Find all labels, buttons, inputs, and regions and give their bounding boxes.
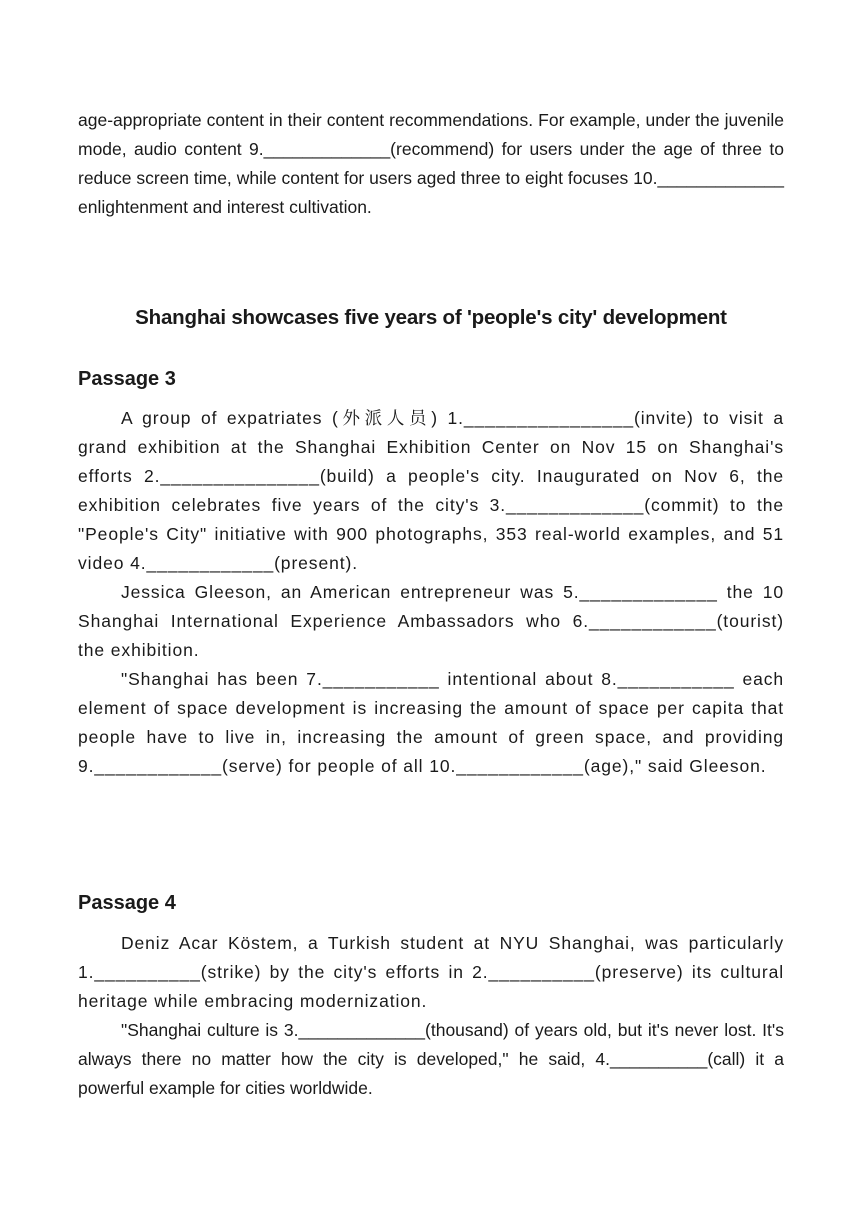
passage-3-heading: Passage 3 xyxy=(78,368,176,390)
passage-3-paragraph-1: A group of expatriates (外派人员) 1.________________(invite) to visit a grand exhibition at the Shanghai Exhibition Center on Nov 15 on Shanghai's efforts 2._______________(build) a people's city. Inaugurated on Nov 6, the exhibition celebrates five years of the city's 3._____________(commit) to the "People's City" initiative with 900 photographs, 353 real-world examples, and 51 video 4.____________(present). xyxy=(78,408,784,573)
passage-3-paragraph-3: "Shanghai has been 7.___________ intentional about 8.___________ each element of space development is increasing the amount of space per capita that people have to live in, increasing the amount of green space, and providing 9.____________(serve) for people of all 10.____________(age)," said Gleeson. xyxy=(78,669,784,776)
article-title: Shanghai showcases five years of 'people's city' development xyxy=(135,306,727,329)
intro-paragraph: age-appropriate content in their content recommendations. For example, under the juvenile mode, audio content 9._____________(recommend) for users under the age of three to reduce screen time, while content for users aged three to eight focuses 10._____________ enlightenment and interest cultivation. xyxy=(78,110,784,217)
passage-3-body xyxy=(78,404,784,781)
passage-4-paragraph-1: Deniz Acar Köstem, a Turkish student at NYU Shanghai, was particularly 1.__________(strike) by the city's efforts in 2.__________(preserve) its cultural heritage while embracing modernization. xyxy=(78,933,784,1011)
passage-3-paragraph-2: Jessica Gleeson, an American entrepreneur was 5._____________ the 10 Shanghai International Experience Ambassadors who 6.____________(tourist) the exhibition. xyxy=(78,582,784,660)
passage-4-heading: Passage 4 xyxy=(78,892,176,914)
passage-4-body xyxy=(78,929,784,1103)
passage-4-paragraph-2: "Shanghai culture is 3._____________(thousand) of years old, but it's never lost. It's always there no matter how the city is developed," he said, 4.__________(call) it a powerful example for cities worldwide. xyxy=(78,1020,784,1098)
